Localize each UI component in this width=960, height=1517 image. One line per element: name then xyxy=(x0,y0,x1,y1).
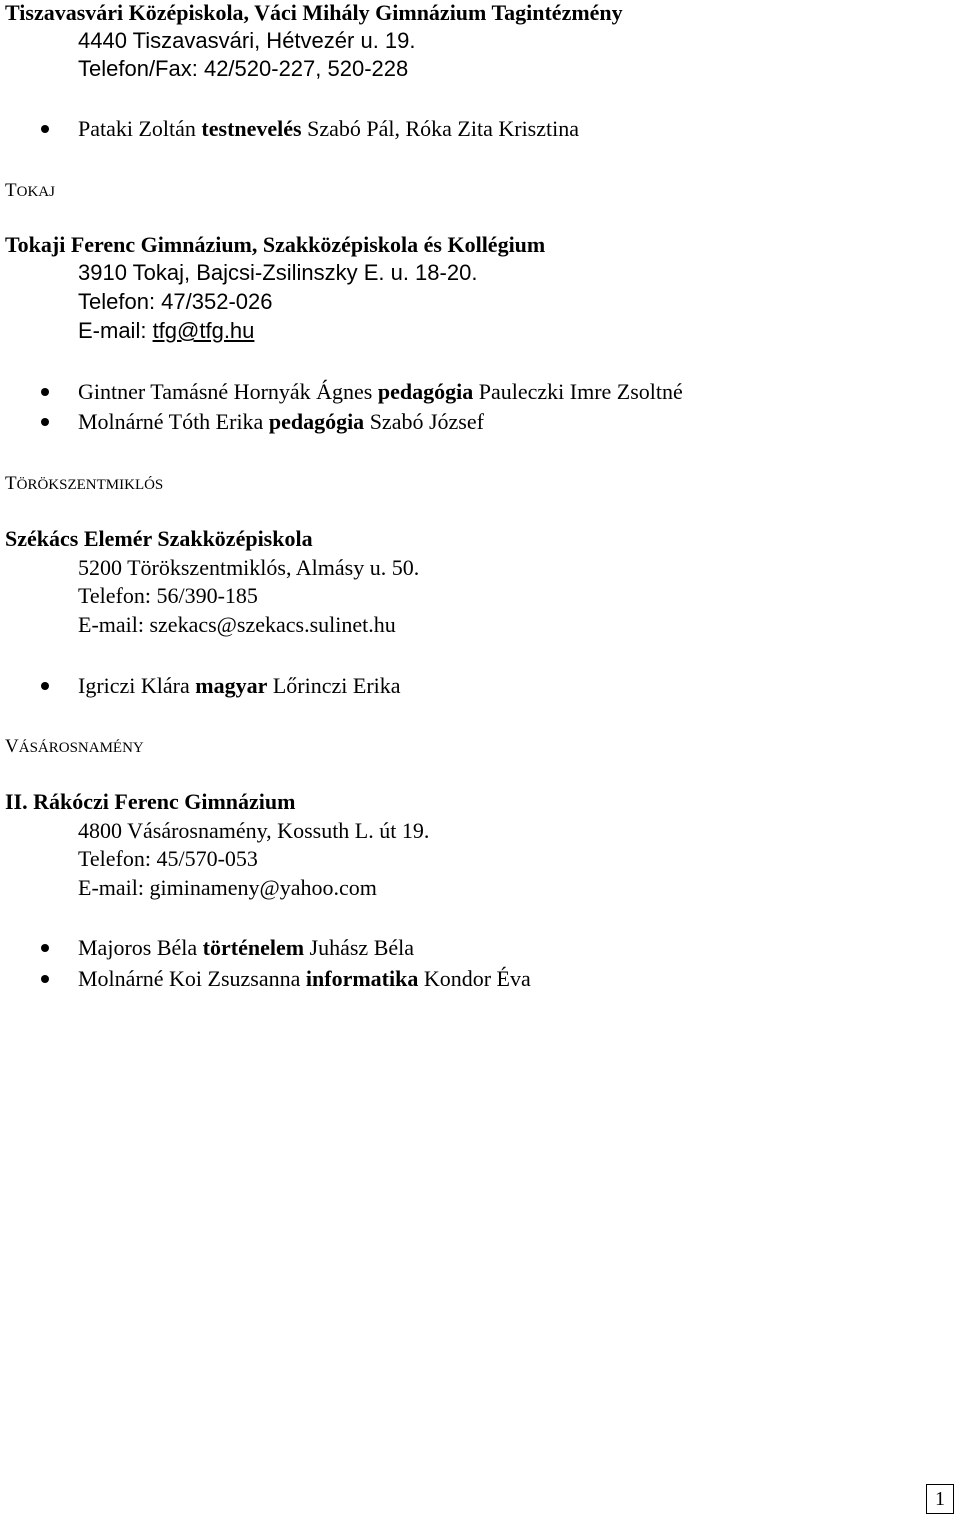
school-phone: Telefon: 45/570-053 xyxy=(78,846,258,871)
subject: történelem xyxy=(202,935,305,960)
city-heading-vasarosnameny: VÁSÁROSNAMÉNY xyxy=(5,736,144,757)
school-name-tokaj: Tokaji Ferenc Gimnázium, Szakközépiskola és Kollégium xyxy=(5,232,546,257)
page-number: 1 xyxy=(926,1484,954,1514)
subject: testnevelés xyxy=(201,116,302,141)
school-address: 4800 Vásárosnamény, Kossuth L. út 19. xyxy=(78,818,430,843)
bullet-icon xyxy=(41,975,49,983)
school-email: E-mail: giminameny@yahoo.com xyxy=(78,875,377,900)
bullet-icon xyxy=(41,944,49,952)
school-name-szekacs: Székács Elemér Szakközépiskola xyxy=(5,526,313,551)
school-email: E-mail: szekacs@szekacs.sulinet.hu xyxy=(78,612,396,637)
bullet-icon xyxy=(41,125,49,133)
school-email: E-mail: tfg@tfg.hu xyxy=(78,318,255,343)
school-phone: Telefon: 47/352-026 xyxy=(78,289,273,314)
subject: magyar xyxy=(195,673,268,698)
subject: pedagógia xyxy=(377,379,474,404)
school-name-rakoczi: II. Rákóczi Ferenc Gimnázium xyxy=(5,789,296,814)
school-name-tiszavasvari: Tiszavasvári Középiskola, Váci Mihály Gimnázium Tagintézmény xyxy=(5,0,623,25)
school-address: 3910 Tokaj, Bajcsi-Zsilinszky E. u. 18-20. xyxy=(78,260,478,285)
school-address: 4440 Tiszavasvári, Hétvezér u. 19. xyxy=(78,28,416,53)
city-heading-torokszentmiklos: TÖRÖKSZENTMIKLÓS xyxy=(5,473,164,494)
school-phone: Telefon: 56/390-185 xyxy=(78,583,258,608)
staff-line: Molnárné Koi Zsuzsanna informatika Kondor Éva xyxy=(78,966,531,991)
staff-line: Gintner Tamásné Hornyák Ágnes pedagógia Pauleczki Imre Zsoltné xyxy=(78,379,683,404)
staff-line: Igriczi Klára magyar Lőrinczi Erika xyxy=(78,673,401,698)
subject: informatika xyxy=(305,966,419,991)
staff-line: Pataki Zoltán testnevelés Szabó Pál, Róka Zita Krisztina xyxy=(78,116,579,141)
email-link[interactable]: tfg@tfg.hu xyxy=(152,318,255,343)
bullet-icon xyxy=(41,388,49,396)
school-phone: Telefon/Fax: 42/520-227, 520-228 xyxy=(78,56,409,81)
bullet-icon xyxy=(41,418,49,426)
bullet-icon xyxy=(41,682,49,690)
school-address: 5200 Törökszentmiklós, Almásy u. 50. xyxy=(78,555,420,580)
city-heading-tokaj: TOKAJ xyxy=(5,180,55,201)
staff-line: Molnárné Tóth Erika pedagógia Szabó József xyxy=(78,409,484,434)
subject: pedagógia xyxy=(268,409,365,434)
staff-line: Majoros Béla történelem Juhász Béla xyxy=(78,935,415,960)
